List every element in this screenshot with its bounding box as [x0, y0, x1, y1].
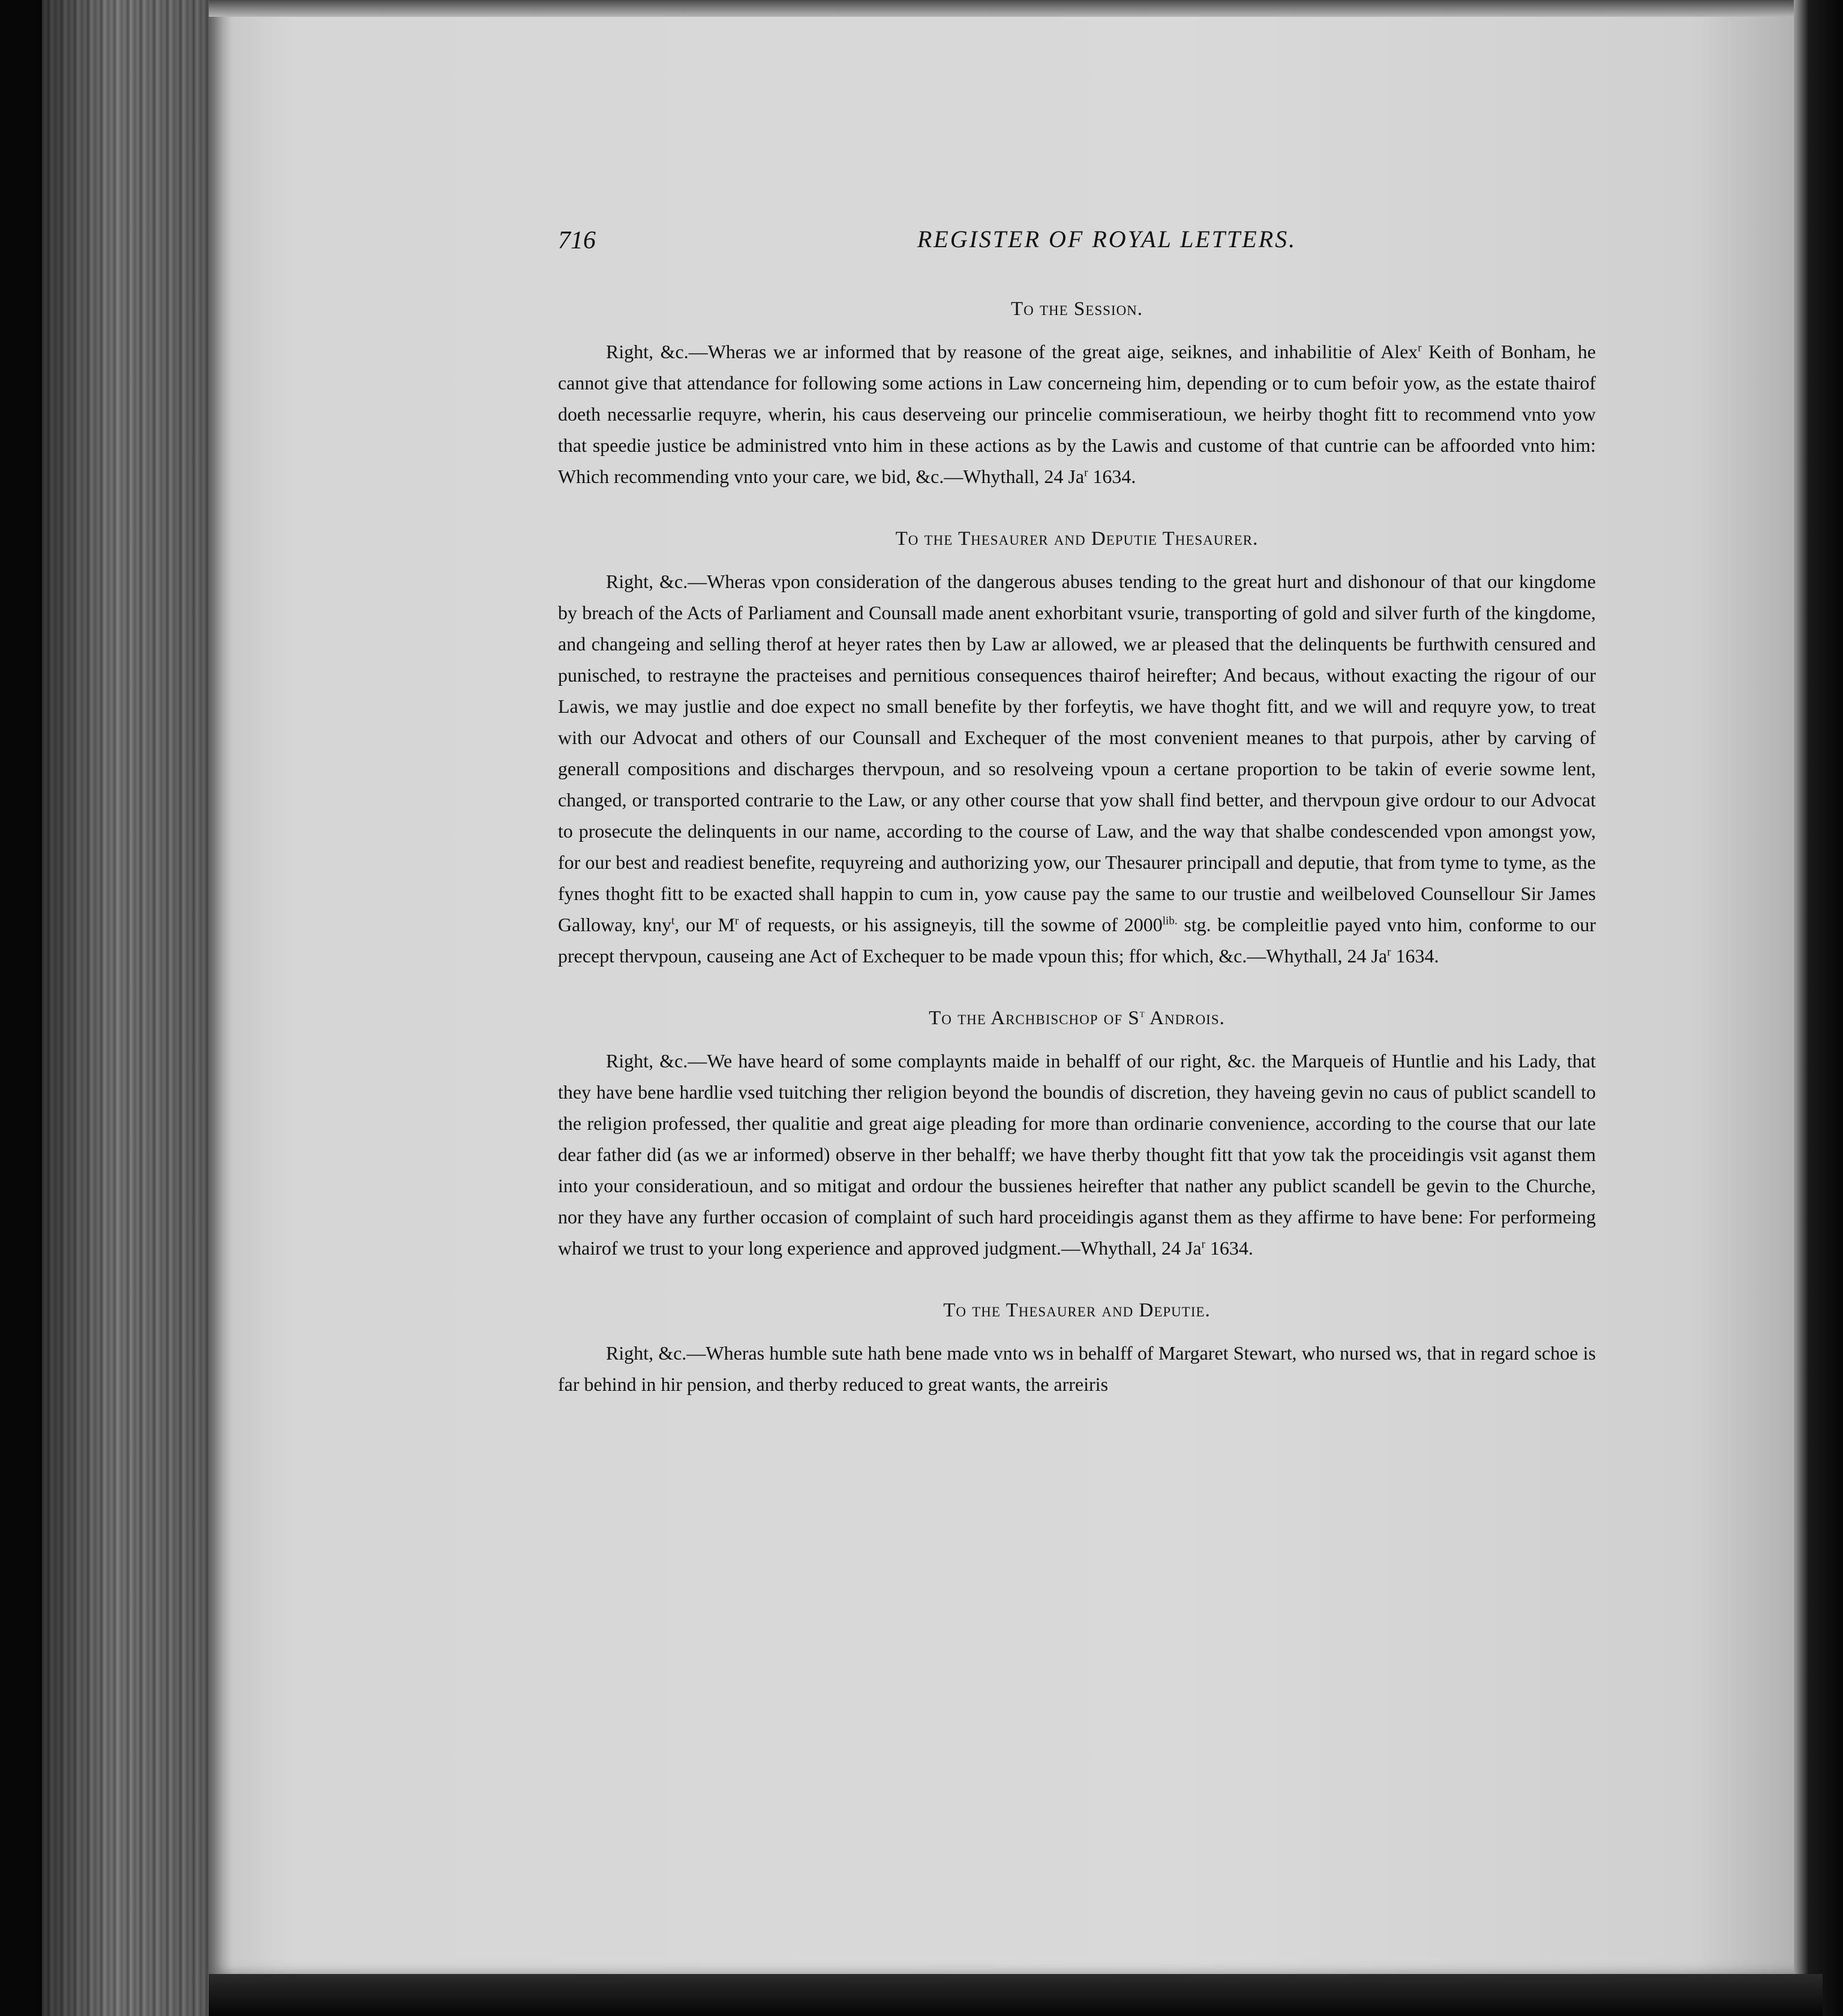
- letter-heading: To the Thesaurer and Deputie Thesaurer.: [895, 528, 1259, 550]
- letter-to-the-archbischop: [558, 1007, 1596, 1264]
- page-top-edge: [209, 0, 1823, 17]
- letter-body: Right, &c.—We have heard of some complaynts maide in behalff of our right, &c. the Marqueis of Huntlie and his Lady, that they have bene hardlie vsed tuitching ther religion beyond the boundis of discretion, they haveing gevin no caus of publict scandell to the religion professed, ther qualitie and great aige pleading for more than ordinarie convenience, according to the course that our late dear father did (as we ar informed) observe in ther behalff; we have therby thought fitt that yow tak the proceidingis vsit aganst them into your consideratioun, and so mitigat and ordour the bussienes heirefter that nather any publict scandell be gevin to the Churche, nor they have any further occasion of complaint of such hard proceidingis aganst them as they affirme to have bene: For performeing whairof we trust to your long experience and approved judgment.—Whythall, 24 Ja$^r$ 1634.: [558, 1050, 1596, 1259]
- page-text: [558, 213, 1596, 1400]
- letter-heading: To the Archbischop of $S^t$ Androis.: [929, 1007, 1225, 1029]
- letter-to-the-thesaurer-and-deputie-thesaurer: [558, 528, 1596, 971]
- right-page-edge: [1794, 0, 1843, 2016]
- letter-heading: To the Session.: [1010, 298, 1143, 320]
- gutter-shadow: [42, 0, 222, 2016]
- letter-heading: To the Thesaurer and Deputie.: [943, 1300, 1211, 1321]
- letter-body: Right, &c.—Wheras humble sute hath bene made vnto ws in behalff of Margaret Stewart, who nursed ws, that in regard schoe is far behind in hir pension, and therby reduced to great wants, the arreiris: [558, 1342, 1596, 1395]
- bottom-page-edge: [209, 1974, 1823, 2016]
- letter-to-the-session: [558, 298, 1596, 492]
- letter-body: Right, &c.—Wheras vpon consideration of the dangerous abuses tending to the great hurt and dishonour of that our kingdome by breach of the Acts of Parliament and Counsall made anent exhorbitant vsurie, transporting of gold and silver furth of the kingdome, and changeing and selling therof at heyer rates then by Law ar allowed, we ar pleased that the delinquents be furthwith censured and punisched, to restrayne the practeises and pernitious consequences thairof heirefter; And becaus, without exacting the rigour of our Lawis, we may justlie and doe expect no small benefite by ther forfeytis, we have thoght fitt, and we will and requyre yow, to treat with our Advocat and others of our Counsall and Exchequer of the most convenient meanes to that purpois, ather by carving of generall compositions and discharges thervpoun, and so resolveing vpoun a certane proportion to be takin of everie sowme lent, changed, or transported contrarie to the Law, or any other course that yow shall find better, and thervpoun give ordour to our Advocat to prosecute the delinquents in our name, according to the course of Law, and the way that shalbe condescended vpon amongst yow, for our best and readiest benefite, requyreing and authorizing yow, our Thesaurer principall and deputie, that from tyme to tyme, as the fynes thoght fitt to be exacted shall happin to cum in, yow cause pay the same to our trustie and weilbeloved Counsellour Sir James Galloway, kny$^t$, our $M^r$ of requests, or his assigneyis, till the sowme of $2000^{lib.}$ stg. be compleitlie payed vnto him, conforme to our precept thervpoun, causeing ane Act of Exchequer to be made vpoun this; ffor which, &c.—Whythall, 24 Ja$^r$ 1634.: [558, 571, 1596, 967]
- letter-to-the-thesaurer-and-deputie: [558, 1300, 1596, 1400]
- running-title: REGISTER OF ROYAL LETTERS.: [917, 226, 1297, 253]
- letter-body: Right, &c.—Wheras we ar informed that by reasone of the great aige, seiknes, and inhabilitie of Alex$^r$ Keith of Bonham, he cannot give that attendance for following some actions in Law concerneing him, depending or to cum befoir yow, as the estate thairof doeth necessarlie requyre, wherin, his caus deserveing our princelie commiseratioun, we heirby thoght fitt to recommend vnto yow that speedie justice be administred vnto him in these actions as by the Lawis and custome of that cuntrie can be affoorded vnto him: Which recommending vnto your care, we bid, &c.—Whythall, 24 Ja$^r$ 1634.: [558, 341, 1596, 487]
- page-number: 716: [558, 227, 596, 254]
- running-head: [558, 213, 1596, 267]
